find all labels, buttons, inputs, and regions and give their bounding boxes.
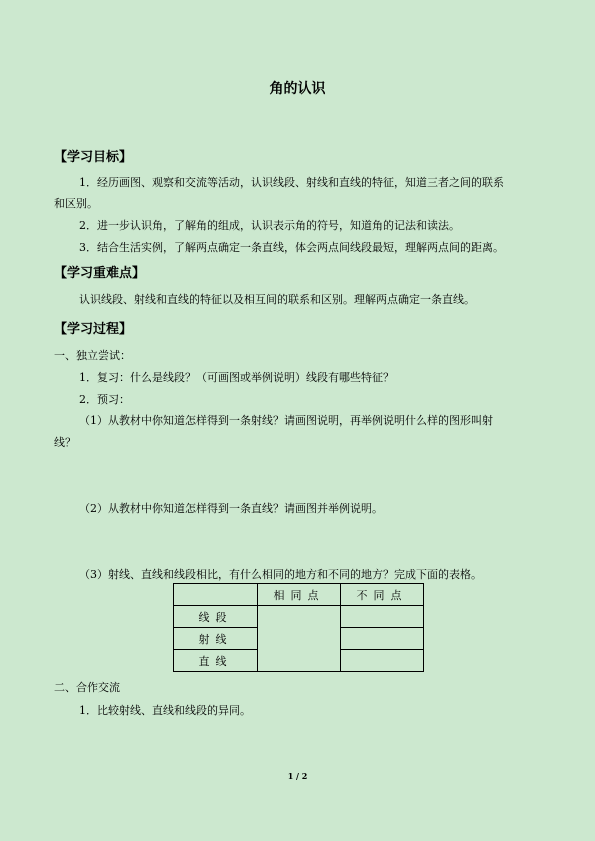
table-row-label: 线段 bbox=[174, 606, 258, 628]
question-2: （2）从教材中你知道怎样得到一条直线？请画图并举例说明。 bbox=[79, 502, 383, 515]
keypoints-text: 认识线段、射线和直线的特征以及相互间的联系和区别。理解两点确定一条直线。 bbox=[79, 293, 475, 306]
goal-1-line-1: 1．经历画图、观察和交流等活动，认识线段、射线和直线的特征，知道三者之间的联系 bbox=[79, 176, 504, 189]
table-row-label: 直线 bbox=[174, 650, 258, 672]
table-cell-different bbox=[341, 650, 424, 672]
part-1-heading: 一、独立尝试： bbox=[54, 349, 131, 362]
table-header-corner bbox=[174, 584, 258, 606]
heading-goals: 【学习目标】 bbox=[54, 150, 133, 165]
question-1-line-1: （1）从教材中你知道怎样得到一条射线？请画图说明，再举例说明什么样的图形叫射 bbox=[79, 414, 493, 427]
comparison-table bbox=[173, 583, 424, 672]
page-title: 角的认识 bbox=[269, 81, 326, 97]
table-cell-different bbox=[341, 628, 424, 650]
table-header-row bbox=[174, 584, 424, 606]
goal-3: 3．结合生活实例，了解两点确定一条直线，体会两点间线段最短，理解两点间的距离。 bbox=[79, 241, 504, 254]
question-1-line-2: 线？ bbox=[54, 436, 76, 449]
table-row bbox=[174, 606, 424, 628]
page-number: 1 / 2 bbox=[287, 771, 308, 781]
table-header-different: 不同点 bbox=[341, 584, 424, 606]
heading-keypoints: 【学习重难点】 bbox=[54, 266, 146, 281]
table-header-same: 相同点 bbox=[258, 584, 341, 606]
goal-1-line-2: 和区别。 bbox=[54, 197, 98, 210]
table-cell-same bbox=[258, 606, 341, 672]
question-3: （3）射线、直线和线段相比，有什么相同的地方和不同的地方？完成下面的表格。 bbox=[79, 568, 482, 581]
goal-2: 2．进一步认识角，了解角的组成，认识表示角的符号，知道角的记法和读法。 bbox=[79, 219, 460, 232]
part-2-heading: 二、合作交流 bbox=[54, 681, 120, 694]
table-cell-different bbox=[341, 606, 424, 628]
table-row-label: 射线 bbox=[174, 628, 258, 650]
compare-task: 1．比较射线、直线和线段的异同。 bbox=[79, 704, 251, 717]
review-question: 1．复习：什么是线段？（可画图或举例说明）线段有哪些特征？ bbox=[79, 371, 394, 384]
preview-label: 2．预习： bbox=[79, 393, 130, 406]
heading-process: 【学习过程】 bbox=[54, 322, 133, 337]
